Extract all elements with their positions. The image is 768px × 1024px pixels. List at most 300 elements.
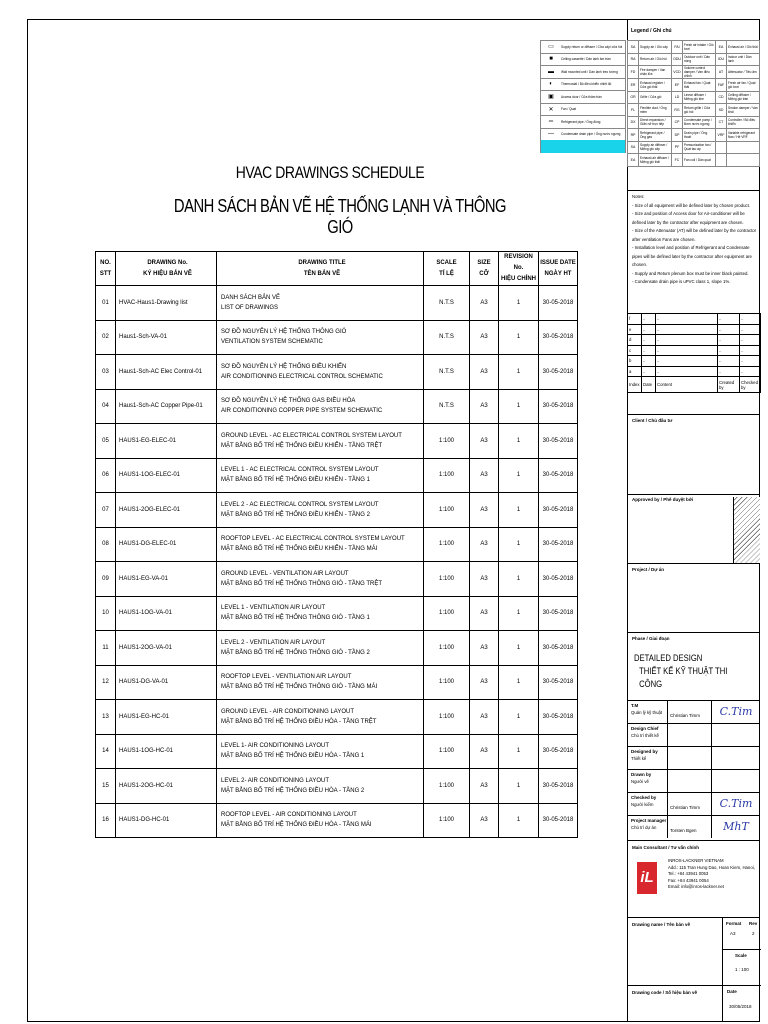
row-title [217, 803, 424, 838]
rev-value: 2 [752, 931, 755, 936]
consultant-tel: Tel.: +84 43941 0053 [668, 871, 709, 876]
revision-row [628, 324, 761, 335]
row-date: 30-05-2018 [539, 803, 578, 838]
row-title [217, 734, 424, 769]
row-title-line1: DANH SÁCH BẢN VẼ [221, 294, 281, 301]
row-title-line1: LEVEL 2- AIR CONDITIONING LAYOUT [221, 777, 330, 784]
cyan-swatch [541, 140, 625, 153]
row-title [217, 286, 424, 321]
row-no: 11 [96, 631, 116, 666]
revision-cell: .. [656, 314, 718, 325]
row-code: HAUS1-2OG-HC-01 [116, 769, 217, 804]
legend-desc: Outdoor unit / Dàn nóng [683, 53, 716, 66]
row-size: A3 [470, 769, 499, 804]
revision-cell: .. [656, 366, 718, 377]
row-date: 30-05-2018 [539, 493, 578, 528]
row-title-line1: GROUND LEVEL - VENTILATION AIR LAYOUT [221, 570, 349, 577]
revision-cell: .. [656, 345, 718, 356]
divider [627, 632, 760, 633]
project-label: Project / Dự án [632, 567, 665, 572]
note-item: - Size of all equipment will be defined later by chosen product. [632, 202, 750, 208]
row-code: HAUS1-EG-ELEC-01 [116, 424, 217, 459]
row-no: 15 [96, 769, 116, 804]
col-revision: REVISION No. HIỆU CHỈNH [499, 252, 539, 286]
legend-desc: Grille / Cửa gió [639, 91, 672, 104]
row-date: 30-05-2018 [539, 562, 578, 597]
legend-desc: Exhaust register / Cửa gió thải [639, 79, 672, 92]
legend-abbr: VCD [672, 66, 683, 79]
revision-cell: .. [740, 324, 761, 335]
row-scale: 1:100 [424, 769, 470, 804]
row-title-line2: MẶT BẰNG BỐ TRÍ HỆ THỐNG ĐIỀU HÒA - TẦNG MÁI [221, 822, 372, 829]
table-row [96, 562, 578, 597]
signer-role-vi: Chủ trì dự án [631, 825, 657, 830]
legend-symbol-text: Thermostat / Bộ điều khiển nhiệt độ [561, 82, 612, 87]
legend-abbr: CT [716, 116, 727, 129]
revision-header-content: Content [656, 377, 718, 393]
legend-abbr: VRF [716, 129, 727, 142]
legend-grid-row [628, 53, 760, 66]
row-size: A3 [470, 389, 499, 424]
revision-header-date: Date [642, 377, 656, 393]
signer-role-vi: Thiết kế [631, 756, 647, 761]
row-code: HAUS1-DG-VA-01 [116, 665, 217, 700]
row-code: Haus1-Sch-VA-01 [116, 320, 217, 355]
legend-desc: Attenuator / Tiêu âm [727, 66, 760, 79]
note-item: - Installation level and position of Refrigerant and Condensate pipes will be defined later by the contractor after equipment are chosen. [632, 245, 752, 267]
col-issue-date: ISSUE DATE NGÀY HT [539, 252, 578, 286]
table-row [96, 320, 578, 355]
revision-cell: .. [740, 335, 761, 346]
row-scale: 1:100 [424, 527, 470, 562]
revision-cell: .. [718, 356, 740, 367]
revision-cell: .. [642, 324, 656, 335]
signer-name: Christian Timm [667, 701, 700, 723]
signature-mark [711, 747, 760, 769]
table-row [96, 631, 578, 666]
note-item: - Size of the Attenuator (AT) will be defined later by the contractor after ventilation Fans are chosen. [632, 228, 757, 242]
row-scale: 1:100 [424, 596, 470, 631]
row-date: 30-05-2018 [539, 389, 578, 424]
row-title-line2: LIST OF DRAWINGS [221, 304, 279, 311]
table-row [96, 769, 578, 804]
row-title [217, 493, 424, 528]
note-item: - Supply and Return plenum box must be inner black painted. [632, 270, 749, 276]
legend-abbr: CP [672, 116, 683, 129]
row-code: HAUS1-DG-HC-01 [116, 803, 217, 838]
revision-cell: c [628, 345, 642, 356]
legend-grid-row [628, 141, 760, 154]
row-title-line1: LEVEL 2 - AC ELECTRICAL CONTROL SYSTEM LAYOUT [221, 501, 379, 508]
signer-role: Designed by [631, 749, 658, 754]
consultant-name: INROS-LACKNER VIETNAM [668, 858, 724, 863]
signature-row [627, 700, 760, 722]
row-revision: 1 [499, 286, 539, 321]
row-no: 03 [96, 355, 116, 390]
row-code: Haus1-Sch-AC Copper Pipe-01 [116, 389, 217, 424]
phase-text [634, 652, 748, 691]
row-size: A3 [470, 355, 499, 390]
row-code: HAUS1-2OG-ELEC-01 [116, 493, 217, 528]
row-scale: 1:100 [424, 631, 470, 666]
row-scale: 1:100 [424, 424, 470, 459]
row-revision: 1 [499, 665, 539, 700]
revision-cell: .. [740, 314, 761, 325]
legend-desc: Fresh air intake / Gió tươi [683, 41, 716, 54]
row-title-line1: LEVEL 1- AIR CONDITIONING LAYOUT [221, 743, 330, 750]
row-scale: 1:100 [424, 734, 470, 769]
row-date: 30-05-2018 [539, 355, 578, 390]
signer-name [667, 747, 670, 769]
revision-cell: e [628, 324, 642, 335]
row-revision: 1 [499, 355, 539, 390]
legend-abbr [716, 141, 727, 154]
legend-abbr: AT [716, 66, 727, 79]
row-title-line2: MẶT BẰNG BỐ TRÍ HỆ THỐNG THÔNG GIÓ - TẦNG TRỆT [221, 580, 383, 587]
legend-symbol-row [540, 65, 626, 78]
wall-mounted-icon: ▬ [548, 68, 554, 75]
revision-cell: b [628, 356, 642, 367]
legend-abbr: LD [672, 91, 683, 104]
row-no: 05 [96, 424, 116, 459]
row-title-line2: MẶT BẰNG BỐ TRÍ HỆ THỐNG THÔNG GIÓ - TẦNG 1 [221, 615, 370, 622]
row-size: A3 [470, 562, 499, 597]
legend-desc: Fresh air fan / Quạt gió tươi [727, 79, 760, 92]
row-revision: 1 [499, 493, 539, 528]
row-size: A3 [470, 527, 499, 562]
revision-cell: .. [656, 356, 718, 367]
row-revision: 1 [499, 562, 539, 597]
signer-role: T.M [631, 703, 639, 708]
signature-row [627, 769, 760, 791]
divider [627, 494, 760, 495]
legend-symbols [540, 40, 626, 153]
signer-role-vi: Chủ trì thiết kế [631, 733, 659, 738]
revision-header-created: Created by [718, 377, 740, 393]
row-title-line2: VENTILATION SYSTEM SCHEMATIC [221, 339, 323, 346]
row-no: 07 [96, 493, 116, 528]
legend-abbr: EF [672, 79, 683, 92]
note-item: - Size and position of Access door for Air-conditioner will be defined later by the contractor after equipment are chosen. [632, 211, 745, 225]
row-no: 09 [96, 562, 116, 597]
signature-mark: MhT [711, 816, 760, 838]
row-revision: 1 [499, 389, 539, 424]
row-scale: 1:100 [424, 562, 470, 597]
divider [627, 840, 760, 841]
row-size: A3 [470, 596, 499, 631]
row-no: 01 [96, 286, 116, 321]
legend-desc [727, 141, 760, 154]
row-title [217, 527, 424, 562]
row-title [217, 562, 424, 597]
table-body [96, 286, 578, 838]
row-size: A3 [470, 665, 499, 700]
row-date: 30-05-2018 [539, 769, 578, 804]
legend-abbr: IDU [716, 53, 727, 66]
row-no: 08 [96, 527, 116, 562]
legend-symbol-row [540, 128, 626, 141]
divider [627, 563, 760, 564]
row-date: 30-05-2018 [539, 286, 578, 321]
consultant-address: Add.: 115 Tran Hung Dao, Hoan Kiem, Hanoi, [668, 864, 755, 870]
legend-abbr: SA [628, 41, 639, 54]
row-title [217, 320, 424, 355]
legend-desc: Ceiling diffuser / Miệng gió trần [727, 91, 760, 104]
legend-symbol-row [540, 115, 626, 128]
table-row [96, 493, 578, 528]
revision-cell: f [628, 314, 642, 325]
format-column [722, 917, 760, 1022]
legend-symbol-row [540, 53, 626, 66]
ceiling-cassette-icon: ■ [549, 56, 553, 63]
table-row [96, 803, 578, 838]
legend-grid-row [628, 154, 760, 167]
row-scale: N.T.S [424, 320, 470, 355]
legend-desc: Flexible duct / Ống mềm [639, 104, 672, 117]
table-row [96, 286, 578, 321]
fan-icon: ✕ [548, 106, 554, 113]
row-title [217, 665, 424, 700]
row-size: A3 [470, 734, 499, 769]
row-title-line1: SƠ ĐỒ NGUYÊN LÝ HỆ THỐNG THÔNG GIÓ [221, 329, 347, 336]
row-title-line1: LEVEL 1 - AC ELECTRICAL CONTROL SYSTEM LAYOUT [221, 467, 379, 474]
legend-desc [727, 154, 760, 167]
legend-desc: Indoor unit / Dàn lạnh [727, 53, 760, 66]
row-title [217, 355, 424, 390]
legend-grid-row [628, 116, 760, 129]
format-label: Format [726, 921, 742, 926]
row-size: A3 [470, 803, 499, 838]
revision-cell: d [628, 335, 642, 346]
row-revision: 1 [499, 803, 539, 838]
legend-abbr: SD [716, 104, 727, 117]
row-no: 10 [96, 596, 116, 631]
legend-desc: Exhaust air / Gió thải [727, 41, 760, 54]
col-scale: SCALE TỈ LỆ [424, 252, 470, 286]
row-no: 16 [96, 803, 116, 838]
signer-role-vi: Người vẽ [631, 779, 649, 784]
revision-row [628, 314, 761, 325]
row-title-line2: MẶT BẰNG BỐ TRÍ HỆ THỐNG ĐIỀU HÒA - TẦNG 1 [221, 753, 365, 760]
legend-desc: Supply air / Gió cấp [639, 41, 672, 54]
format-value: A3 [730, 931, 736, 936]
legend-desc: Linear diffuser / Miệng gió khe [683, 91, 716, 104]
revision-cell: .. [740, 356, 761, 367]
revision-cell: .. [656, 324, 718, 335]
signature-mark [711, 770, 760, 792]
col-no: NO. STT [96, 252, 116, 286]
legend-abbr: DX [628, 116, 639, 129]
row-revision: 1 [499, 458, 539, 493]
legend-desc: Fire damper / Van chặn lửa [639, 66, 672, 79]
revision-header-index: Index [628, 377, 642, 393]
legend-desc: Exhaust air diffuser / Miệng gió thải [639, 154, 672, 167]
schedule-title-vi: DANH SÁCH BẢN VẼ HỆ THỐNG LẠNH VÀ THÔNG GIÓ [173, 196, 507, 237]
row-title [217, 424, 424, 459]
legend-abbr: FC [672, 154, 683, 167]
revision-cell: .. [642, 335, 656, 346]
revision-row [628, 345, 761, 356]
row-title-line1: ROOFTOP LEVEL - AIR CONDITIONING LAYOUT [221, 812, 357, 819]
client-label: Client / Chủ đầu tư [632, 418, 673, 423]
revision-cell: .. [642, 366, 656, 377]
consultant-logo: iL [637, 862, 657, 894]
row-title-line1: GROUND LEVEL - AC ELECTRICAL CONTROL SYSTEM LAYOUT [221, 432, 402, 439]
row-scale: 1:100 [424, 493, 470, 528]
table-row [96, 596, 578, 631]
legend-grid-row [628, 91, 760, 104]
signer-role: Drawn by [631, 772, 652, 777]
signature-row [627, 815, 760, 837]
note-item: - Condensate drain pipe is uPVC class 1, slope 1%. [632, 279, 731, 284]
legend-title: Legend / Ghi chú [631, 28, 672, 34]
revision-cell: .. [718, 324, 740, 335]
row-no: 13 [96, 700, 116, 735]
drawing-code-label: Drawing code / Số hiệu bản vẽ [632, 990, 698, 995]
row-code: HAUS1-1OG-HC-01 [116, 734, 217, 769]
revision-cell: .. [642, 314, 656, 325]
legend-symbol-row [540, 78, 626, 91]
revision-cell: .. [718, 335, 740, 346]
row-scale: 1:100 [424, 803, 470, 838]
legend-abbr [716, 154, 727, 167]
consultant-fax: Fax: +84 43941 0054 [668, 877, 709, 883]
divider [627, 985, 722, 986]
rev-label: Rev [749, 921, 758, 926]
legend-abbr: FL [628, 104, 639, 117]
row-title-line1: SƠ ĐỒ NGUYÊN LÝ HỆ THỐNG ĐIỀU KHIỂN [221, 363, 347, 370]
consultant-info [668, 858, 755, 891]
legend-symbol-text: Refrigerant pipe / Ống đồng [561, 119, 601, 124]
signer-role: Project manager [631, 818, 667, 823]
scale-label: Scale [735, 953, 747, 958]
legend-abbr: FD [628, 66, 639, 79]
table-row [96, 527, 578, 562]
row-title-line2: MẶT BẰNG BỐ TRÍ HỆ THỐNG ĐIỀU KHIỂN - TẦNG 1 [221, 477, 370, 484]
schedule-title-en: HVAC DRAWINGS SCHEDULE [235, 163, 425, 182]
col-size: SIZE CỠ [470, 252, 499, 286]
row-revision: 1 [499, 700, 539, 735]
notes-title: Notes: [632, 194, 645, 199]
row-no: 02 [96, 320, 116, 355]
signer-role: Checked by [631, 795, 657, 800]
legend-grid-row [628, 129, 760, 142]
legend-abbr: CD [716, 91, 727, 104]
row-code: HVAC-Haus1-Drawing list [116, 286, 217, 321]
signature-mark [711, 724, 760, 746]
row-revision: 1 [499, 596, 539, 631]
revision-row [628, 335, 761, 346]
row-date: 30-05-2018 [539, 734, 578, 769]
signature-row [627, 746, 760, 768]
row-code: HAUS1-2OG-VA-01 [116, 631, 217, 666]
row-code: HAUS1-1OG-ELEC-01 [116, 458, 217, 493]
phase-label: Phase / Giai đoạn [632, 636, 670, 641]
revision-cell: .. [740, 366, 761, 377]
revision-cell: .. [656, 335, 718, 346]
row-no: 06 [96, 458, 116, 493]
row-scale: N.T.S [424, 389, 470, 424]
legend-desc: Variable refrigerant flow / Hệ VRF [727, 129, 760, 142]
row-title-line2: AIR CONDITIONING COPPER PIPE SYSTEM SCHEMATIC [221, 408, 383, 415]
row-code: Haus1-Sch-AC Elec Control-01 [116, 355, 217, 390]
revision-row [628, 366, 761, 377]
legend-desc: Smoke damper / Van khói [727, 104, 760, 117]
row-revision: 1 [499, 424, 539, 459]
thermostat-icon: ◐ [549, 81, 553, 88]
row-title [217, 700, 424, 735]
legend-abbr: DP [672, 129, 683, 142]
legend-desc: Volume control damper / Van điều chỉnh [683, 66, 716, 79]
legend-desc: Direct expansion / Giãn nở trực tiếp [639, 116, 672, 129]
legend-symbol-text: Supply return or diffuser / Cửa cấp/ cửa hồi [561, 44, 623, 49]
row-scale: 1:100 [424, 700, 470, 735]
col-code: DRAWING No. KÝ HIỆU BẢN VẼ [116, 252, 217, 286]
signature-row [627, 792, 760, 814]
row-date: 30-05-2018 [539, 424, 578, 459]
legend-desc: Drain pipe / Ống thoát [683, 129, 716, 142]
revision-cell: .. [642, 356, 656, 367]
row-date: 30-05-2018 [539, 665, 578, 700]
revision-cell: .. [642, 345, 656, 356]
col-title: DRAWING TITLE TÊN BẢN VẼ [217, 252, 424, 286]
legend-abbr: FAI [672, 41, 683, 54]
legend-desc: Controller / Bộ điều khiển [727, 116, 760, 129]
row-code: HAUS1-DG-ELEC-01 [116, 527, 217, 562]
drawing-name-label: Drawing name / Tên bản vẽ [632, 922, 691, 927]
supply-duct-icon: ▭ [548, 44, 554, 51]
row-title-line2: AIR CONDITIONING ELECTRICAL CONTROL SCHEMATIC [221, 373, 383, 380]
row-revision: 1 [499, 320, 539, 355]
legend-abbr: GR [628, 91, 639, 104]
row-title-line1: ROOFTOP LEVEL - VENTILATION AIR LAYOUT [221, 674, 352, 681]
row-no: 14 [96, 734, 116, 769]
phase-vi: THIẾT KẾ KỸ THUẬT THI CÔNG [639, 666, 728, 689]
row-title [217, 769, 424, 804]
revision-header-checked: Checked by [740, 377, 761, 393]
revision-cell: a [628, 366, 642, 377]
revision-row [628, 356, 761, 367]
table-row [96, 355, 578, 390]
row-title-line2: MẶT BẰNG BỐ TRÍ HỆ THỐNG ĐIỀU HÒA - TẦNG 2 [221, 787, 365, 794]
row-code: HAUS1-1OG-VA-01 [116, 596, 217, 631]
legend-symbol-row [540, 40, 626, 53]
row-title-line1: GROUND LEVEL - AIR CONDITIONING LAYOUT [221, 708, 355, 715]
row-title [217, 389, 424, 424]
signer-name: Christian Timm [667, 793, 700, 815]
refrigerant-pipe-icon: ═ [548, 118, 554, 125]
legend-desc: Return grille / Cửa gió hồi [683, 104, 716, 117]
row-date: 30-05-2018 [539, 458, 578, 493]
row-revision: 1 [499, 527, 539, 562]
row-scale: 1:100 [424, 458, 470, 493]
legend-desc: Exhaust fan / Quạt thải [683, 79, 716, 92]
legend-abbr: RP [628, 129, 639, 142]
row-no: 04 [96, 389, 116, 424]
signer-name [667, 724, 670, 746]
row-size: A3 [470, 700, 499, 735]
notes-list [632, 202, 758, 287]
legend-grid-row [628, 104, 760, 117]
date-label: Date [727, 989, 737, 994]
legend-desc: Return air / Gió hồi [639, 53, 672, 66]
row-revision: 1 [499, 734, 539, 769]
revision-table [627, 313, 761, 393]
access-door-icon: ▣ [548, 94, 554, 101]
row-date: 30-05-2018 [539, 596, 578, 631]
row-size: A3 [470, 286, 499, 321]
legend-symbol-row [540, 90, 626, 103]
